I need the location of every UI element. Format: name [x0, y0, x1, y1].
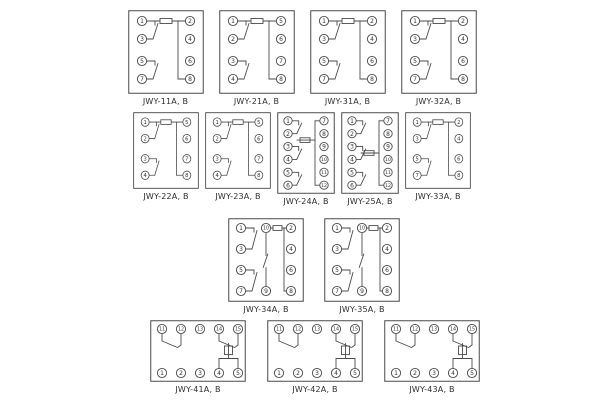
- diagram-jwy-43a-b: [384, 320, 480, 394]
- terminal-number: 6: [185, 136, 189, 143]
- contact-hook: [352, 345, 355, 347]
- terminal-number: 2: [385, 225, 389, 233]
- relay-terminal-diagram: [267, 320, 363, 382]
- diagram-label: JWY-25A, B: [347, 197, 393, 206]
- terminal-number: 4: [215, 173, 219, 180]
- relay-terminal-diagram: [128, 10, 204, 94]
- diagram-row-2: [2, 112, 600, 206]
- contact-hook: [178, 345, 181, 347]
- terminal-number: 4: [289, 246, 293, 254]
- terminal-number: 7: [322, 118, 326, 125]
- coil-symbol: [273, 226, 282, 231]
- terminal-number: 3: [350, 144, 354, 151]
- circuit: [279, 334, 355, 369]
- contact-blade: [252, 272, 257, 291]
- contact-blade: [426, 63, 431, 79]
- relay-terminal-diagram: [405, 112, 471, 189]
- terminal-number: 3: [239, 246, 243, 254]
- diagram-label: JWY-42A, B: [292, 385, 338, 394]
- circuit: [356, 121, 384, 185]
- terminal-number: 6: [257, 136, 261, 143]
- relay-terminal-diagram: [228, 218, 304, 302]
- terminal-number: 3: [198, 370, 202, 378]
- diagram-jwy-22a-b: [133, 112, 199, 201]
- contact-blade: [426, 23, 431, 39]
- terminal-number: 6: [457, 156, 461, 163]
- coil-symbol: [161, 120, 171, 125]
- terminal-number: 11: [275, 327, 283, 333]
- relay-terminal-diagram: [324, 218, 400, 302]
- terminal-number: 1: [160, 370, 164, 378]
- terminal-number: 2: [460, 18, 465, 26]
- diagram-row-4: [15, 320, 600, 394]
- terminal-number: 5: [236, 370, 240, 378]
- terminal-number: 3: [432, 370, 436, 378]
- terminal-number: 8: [322, 131, 326, 138]
- terminal-number: 5: [278, 18, 283, 26]
- coil-symbol: [160, 19, 172, 24]
- contact-blade: [227, 161, 231, 175]
- circuit: [421, 120, 455, 175]
- relay-terminal-diagram: [133, 112, 199, 189]
- diagram-jwy-33a-b: [405, 112, 471, 201]
- terminal-number: 7: [139, 76, 144, 84]
- relay-terminal-diagram: [384, 320, 480, 382]
- diagram-jwy-25a-b: [341, 112, 399, 206]
- terminal-number: 12: [177, 327, 185, 333]
- terminal-number: 12: [384, 183, 392, 189]
- diagram-jwy-31a-b: [310, 10, 386, 106]
- terminal-number: 9: [360, 288, 364, 296]
- contact-blade: [335, 23, 340, 39]
- terminal-number: 2: [413, 370, 417, 378]
- terminal-number: 3: [215, 156, 219, 163]
- terminal-number: 2: [187, 18, 192, 26]
- terminal-number: 7: [321, 76, 326, 84]
- diagram-label: JWY-11A, B: [142, 97, 189, 106]
- terminal-number: 2: [457, 119, 461, 127]
- contact-blade: [155, 124, 159, 138]
- contact-blade: [427, 161, 431, 175]
- terminal-number: 11: [384, 171, 392, 176]
- diagram-label: JWY-24A, B: [283, 197, 329, 206]
- terminal-number: 15: [234, 327, 242, 333]
- terminal-number: 2: [215, 136, 219, 143]
- circuit: [396, 334, 472, 369]
- circuit: [146, 19, 185, 80]
- relay-terminal-diagram: [310, 10, 386, 94]
- contact-blade: [335, 63, 340, 79]
- terminal-number: 4: [451, 370, 455, 378]
- diagram-row-3: [14, 218, 600, 314]
- terminal-number: 1: [139, 18, 144, 26]
- terminal-number: 3: [139, 36, 144, 44]
- terminal-number: 1: [350, 118, 354, 125]
- contact-blade: [348, 230, 353, 249]
- terminal-number: 14: [449, 327, 457, 333]
- terminal-number: 5: [470, 370, 474, 378]
- terminal-number: 4: [217, 370, 221, 378]
- terminal-number: 2: [286, 131, 290, 138]
- terminal-number: 7: [185, 156, 189, 163]
- contact-blade: [244, 63, 249, 79]
- terminal-number: 2: [143, 136, 147, 143]
- contact-blade: [244, 23, 249, 39]
- coil-symbol: [433, 120, 443, 125]
- diagram-label: JWY-23A, B: [215, 192, 261, 201]
- terminal-number: 2: [289, 225, 293, 233]
- terminal-number: 6: [350, 183, 354, 190]
- terminal-number: 10: [358, 226, 366, 232]
- terminal-number: 8: [187, 76, 192, 84]
- terminal-number: 1: [321, 18, 326, 26]
- terminal-number: 3: [412, 36, 417, 44]
- terminal-number: 6: [289, 267, 293, 275]
- terminal-number: 6: [369, 58, 374, 66]
- contact-hook: [235, 345, 238, 347]
- contact-blade: [297, 175, 302, 186]
- contact-blade: [361, 175, 366, 186]
- relay-terminal-diagram: [219, 10, 295, 94]
- terminal-number: 4: [385, 246, 389, 254]
- diagram-jwy-24a-b: [277, 112, 335, 206]
- diagram-label: JWY-35A, B: [339, 305, 385, 314]
- circuit: [342, 226, 383, 291]
- terminal-number: 8: [386, 131, 390, 138]
- terminal-number: 3: [321, 36, 326, 44]
- contact-blade: [427, 124, 431, 138]
- terminal-number: 6: [187, 58, 192, 66]
- terminal-number: 3: [143, 156, 147, 163]
- contact-blade: [396, 341, 412, 348]
- terminal-number: 12: [320, 183, 328, 189]
- terminal-number: 7: [239, 288, 243, 296]
- terminal-number: 4: [143, 173, 147, 180]
- terminal-number: 5: [321, 58, 326, 66]
- diagram-jwy-32a-b: [401, 10, 477, 106]
- circuit: [419, 19, 458, 80]
- terminal-number: 1: [286, 118, 290, 125]
- terminal-number: 2: [179, 370, 183, 378]
- terminal-number: 4: [334, 370, 338, 378]
- relay-terminal-diagram: [205, 112, 271, 189]
- terminal-number: 4: [230, 76, 235, 84]
- terminal-number: 5: [350, 170, 354, 177]
- terminal-number: 8: [185, 173, 189, 180]
- mid-contact-blade: [359, 254, 364, 268]
- terminal-number: 5: [286, 170, 290, 177]
- diagram-jwy-34a-b: [228, 218, 304, 314]
- diagram-jwy-41a-b: [150, 320, 246, 394]
- terminal-number: 7: [278, 58, 283, 66]
- contact-blade: [153, 63, 158, 79]
- diagram-label: JWY-31A, B: [324, 97, 371, 106]
- terminal-number: 13: [196, 327, 204, 333]
- contact-hook: [469, 345, 472, 347]
- terminal-number: 4: [187, 36, 192, 44]
- terminal-number: 8: [460, 76, 465, 84]
- coil-symbol: [433, 19, 445, 24]
- circuit: [149, 120, 183, 175]
- contact-hook: [412, 345, 415, 347]
- terminal-number: 4: [286, 157, 290, 164]
- diagram-label: JWY-43A, B: [409, 385, 455, 394]
- diagram-row-1: [2, 10, 600, 106]
- contact-blade: [297, 149, 302, 160]
- terminal-number: 1: [143, 119, 147, 127]
- terminal-number: 4: [350, 157, 354, 164]
- terminal-number: 3: [286, 144, 290, 151]
- circuit: [237, 19, 276, 80]
- terminal-number: 5: [353, 370, 357, 378]
- contact-blade: [162, 341, 178, 348]
- terminal-number: 3: [230, 58, 235, 66]
- terminal-number: 5: [335, 267, 339, 275]
- terminal-number: 1: [215, 119, 219, 127]
- terminal-number: 9: [264, 288, 268, 296]
- terminal-number: 10: [320, 158, 328, 164]
- terminal-number: 15: [351, 327, 359, 333]
- terminal-number: 5: [412, 58, 417, 66]
- terminal-number: 2: [230, 36, 235, 44]
- terminal-number: 4: [369, 36, 374, 44]
- contact-blade: [227, 124, 231, 138]
- terminal-number: 2: [296, 370, 300, 378]
- terminal-number: 3: [415, 136, 419, 143]
- terminal-number: 7: [412, 76, 417, 84]
- terminal-number: 8: [457, 173, 461, 180]
- coil-symbol: [251, 19, 263, 24]
- terminal-number: 7: [386, 118, 390, 125]
- terminal-number: 11: [158, 327, 166, 333]
- terminal-number: 4: [460, 36, 465, 44]
- terminal-number: 2: [369, 18, 374, 26]
- circuit: [162, 334, 238, 369]
- diagram-label: JWY-22A, B: [143, 192, 189, 201]
- terminal-number: 7: [335, 288, 339, 296]
- terminal-number: 5: [415, 156, 419, 163]
- terminal-number: 1: [415, 119, 419, 127]
- mid-contact-blade: [263, 254, 268, 268]
- terminal-number: 12: [411, 327, 419, 333]
- diagram-jwy-21a-b: [219, 10, 295, 106]
- terminal-number: 1: [394, 370, 398, 378]
- terminal-number: 8: [289, 288, 293, 296]
- terminal-number: 6: [460, 58, 465, 66]
- terminal-number: 6: [385, 267, 389, 275]
- terminal-number: 8: [257, 173, 261, 180]
- terminal-number: 13: [430, 327, 438, 333]
- terminal-number: 9: [386, 144, 390, 151]
- contact-blade: [361, 123, 366, 134]
- terminal-number: 8: [385, 288, 389, 296]
- diagram-jwy-42a-b: [267, 320, 363, 394]
- terminal-number: 4: [457, 136, 461, 143]
- terminal-number: 8: [369, 76, 374, 84]
- terminal-number: 5: [257, 119, 261, 127]
- terminal-number: 1: [277, 370, 281, 378]
- contact-blade: [279, 341, 295, 348]
- contact-blade: [252, 230, 257, 249]
- diagram-jwy-35a-b: [324, 218, 400, 314]
- coil-symbol: [342, 19, 354, 24]
- coil-symbol: [369, 226, 378, 231]
- diagram-label: JWY-33A, B: [415, 192, 461, 201]
- terminal-number: 6: [286, 183, 290, 190]
- circuit: [328, 19, 367, 80]
- terminal-number: 11: [392, 327, 400, 333]
- coil-symbol: [233, 120, 243, 125]
- terminal-number: 5: [185, 119, 189, 127]
- diagram-label: JWY-32A, B: [415, 97, 462, 106]
- terminal-number: 1: [239, 225, 243, 233]
- terminal-number: 10: [262, 226, 270, 232]
- diagram-label: JWY-34A, B: [243, 305, 289, 314]
- diagram-jwy-11a-b: [128, 10, 204, 106]
- terminal-number: 7: [415, 173, 419, 180]
- terminal-number: 7: [257, 156, 261, 163]
- terminal-number: 9: [322, 144, 326, 151]
- terminal-number: 6: [278, 36, 283, 44]
- terminal-number: 8: [278, 76, 283, 84]
- contact-blade: [348, 272, 353, 291]
- terminal-number: 1: [412, 18, 417, 26]
- terminal-number: 1: [335, 225, 339, 233]
- terminal-number: 11: [320, 171, 328, 176]
- terminal-number: 15: [468, 327, 476, 333]
- terminal-number: 5: [239, 267, 243, 275]
- terminal-number: 1: [230, 18, 235, 26]
- diagram-jwy-23a-b: [205, 112, 271, 201]
- diagram-label: JWY-41A, B: [175, 385, 221, 394]
- relay-terminal-diagram: [277, 112, 335, 194]
- terminal-number: 5: [139, 58, 144, 66]
- terminal-number: 12: [294, 327, 302, 333]
- terminal-number: 3: [315, 370, 319, 378]
- terminal-number: 10: [384, 158, 392, 164]
- circuit: [292, 121, 320, 185]
- circuit: [221, 120, 255, 175]
- relay-terminal-diagram: [150, 320, 246, 382]
- contact-hook: [295, 345, 298, 347]
- relay-terminal-diagram: [341, 112, 399, 194]
- terminal-number: 13: [313, 327, 321, 333]
- terminal-number: 14: [215, 327, 223, 333]
- contact-blade: [153, 23, 158, 39]
- contact-blade: [155, 161, 159, 175]
- terminal-number: 14: [332, 327, 340, 333]
- diagram-label: JWY-21A, B: [233, 97, 280, 106]
- circuit: [246, 226, 287, 291]
- contact-blade: [297, 123, 302, 134]
- relay-terminal-diagram: [401, 10, 477, 94]
- terminal-number: 2: [350, 131, 354, 138]
- terminal-number: 3: [335, 246, 339, 254]
